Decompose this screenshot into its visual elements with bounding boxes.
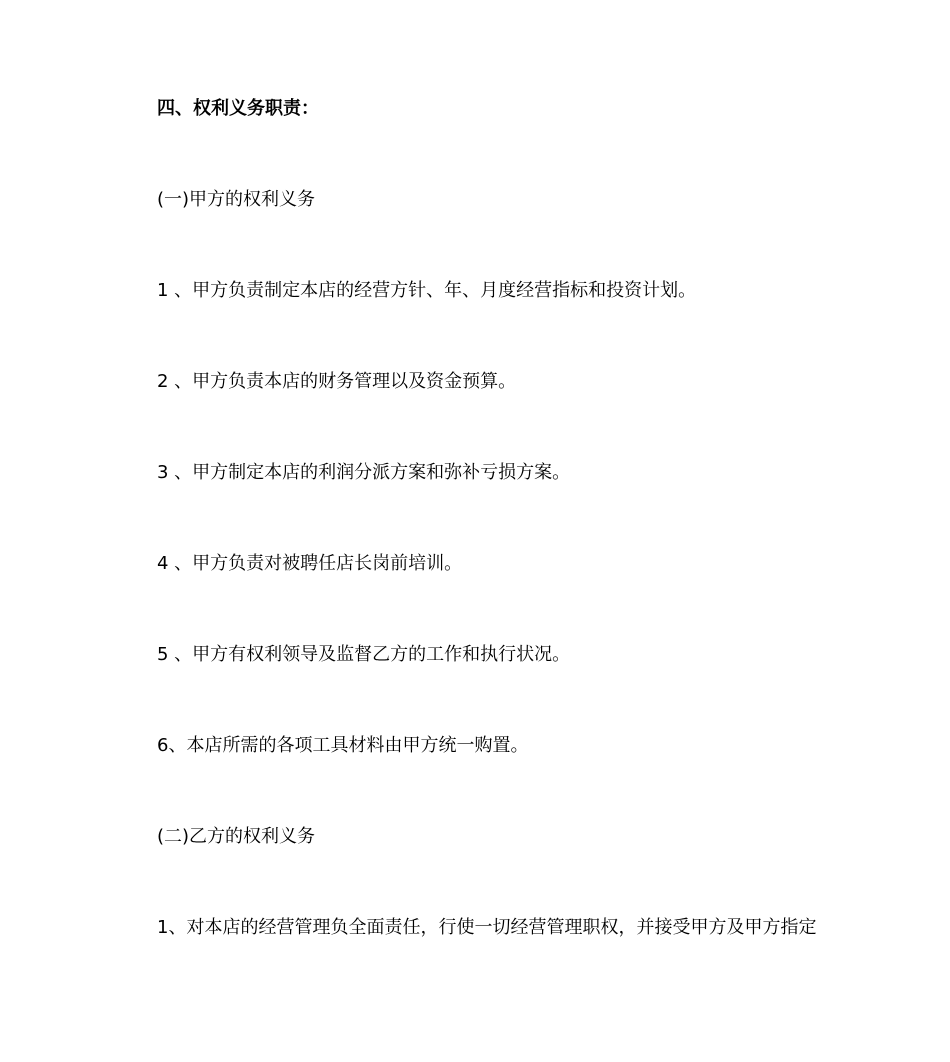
party-b-heading: (二)乙方的权利义务 xyxy=(157,826,316,847)
party-a-item-1: 1 、甲方负责制定本店的经营方针、年、月度经营指标和投资计划。 xyxy=(157,280,697,301)
party-a-item-3: 3 、甲方制定本店的利润分派方案和弥补亏损方案。 xyxy=(157,462,571,483)
party-a-heading: (一)甲方的权利义务 xyxy=(157,189,316,210)
section-title: 四、权利义务职责： xyxy=(157,98,319,119)
party-a-item-4: 4 、甲方负责对被聘任店长岗前培训。 xyxy=(157,553,463,574)
party-a-item-5: 5 、甲方有权利领导及监督乙方的工作和执行状况。 xyxy=(157,644,571,665)
party-a-item-2: 2 、甲方负责本店的财务管理以及资金预算。 xyxy=(157,371,517,392)
party-b-item-1: 1、对本店的经营管理负全面责任，行使一切经营管理职权，并接受甲方及甲方指定 xyxy=(157,917,817,938)
party-a-item-6: 6、本店所需的各项工具材料由甲方统一购置。 xyxy=(157,735,529,756)
